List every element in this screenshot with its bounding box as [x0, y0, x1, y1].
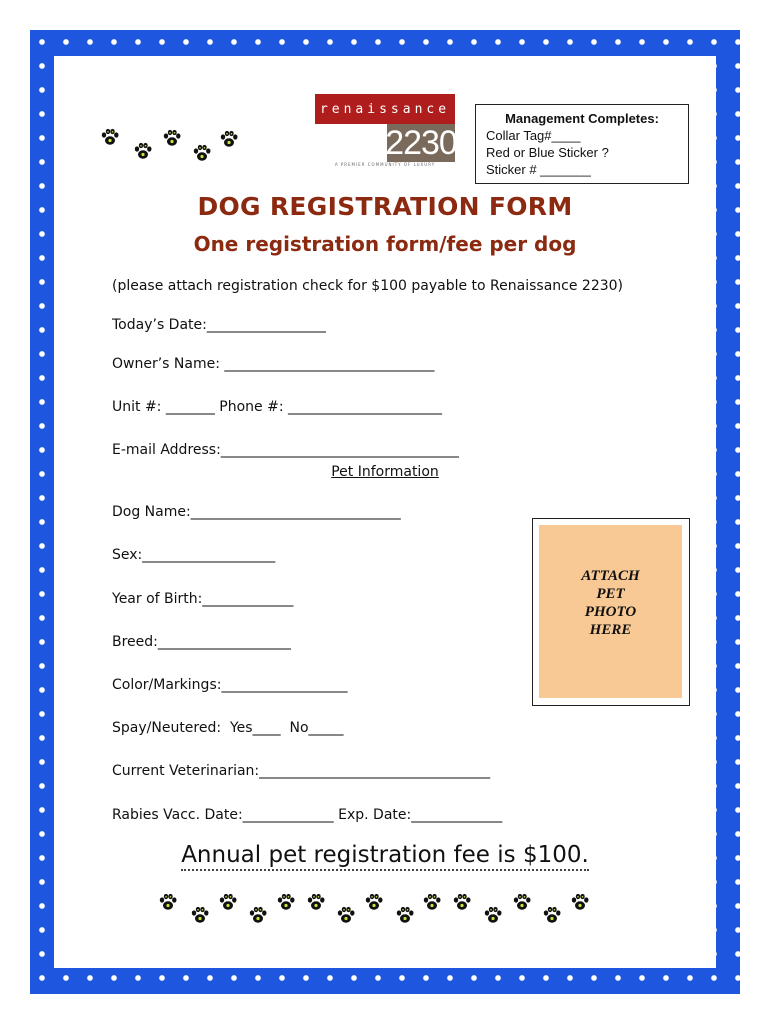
instructions: (please attach registration check for $100 payable to Renaissance 2230)	[112, 278, 624, 294]
pet-photo-area	[539, 525, 682, 698]
todays-date-field[interactable]: Today’s Date:_________________	[112, 317, 326, 333]
breed-field[interactable]: Breed:___________________	[112, 634, 291, 650]
paw-icon	[248, 905, 268, 925]
unit-phone-field[interactable]: Unit #: _______ Phone #: ______________________	[112, 399, 443, 415]
paw-icon	[219, 129, 239, 149]
renaissance-logo	[315, 94, 455, 170]
paw-icon	[218, 892, 238, 912]
paw-icon	[364, 892, 384, 912]
color-markings-field[interactable]: Color/Markings:__________________	[112, 677, 348, 693]
logo-wordmark: renaissance	[315, 94, 455, 124]
paw-icon	[158, 892, 178, 912]
management-title: Management Completes:	[505, 111, 659, 126]
pet-photo-box[interactable]	[532, 518, 690, 706]
paw-icon	[192, 143, 212, 163]
dog-name-field[interactable]: Dog Name:______________________________	[112, 504, 401, 520]
paw-icon	[133, 141, 153, 161]
paw-icon	[190, 905, 210, 925]
logo-tagline: A PREMIER COMMUNITY OF LUXURY	[334, 162, 436, 167]
fee-notice	[0, 842, 770, 868]
form-subtitle: One registration form/fee per dog	[193, 232, 577, 256]
paw-icon	[512, 892, 532, 912]
logo-number: 2230	[385, 123, 457, 162]
sticker-color-field: Red or Blue Sticker ?	[486, 145, 609, 160]
paw-icon	[542, 905, 562, 925]
management-box	[475, 104, 689, 184]
paw-icon	[100, 127, 120, 147]
paw-icon	[483, 905, 503, 925]
sex-field[interactable]: Sex:___________________	[112, 547, 276, 563]
email-field[interactable]: E-mail Address:__________________________________	[112, 442, 459, 458]
fee-text: Annual pet registration fee is $100.	[181, 842, 589, 871]
paw-icon	[452, 892, 472, 912]
collar-tag-field: Collar Tag#____	[486, 128, 581, 143]
sticker-number-field: Sticker # _______	[486, 162, 591, 177]
rabies-vacc-field[interactable]: Rabies Vacc. Date:_____________ Exp. Date:_____________	[112, 807, 503, 823]
paw-icon	[570, 892, 590, 912]
current-veterinarian-field[interactable]: Current Veterinarian:_________________________________	[112, 763, 491, 779]
paw-icon	[306, 892, 326, 912]
paw-icon	[422, 892, 442, 912]
spay-neutered-field[interactable]: Spay/Neutered: Yes____ No_____	[112, 720, 344, 736]
owners-name-field[interactable]: Owner’s Name: ______________________________	[112, 356, 435, 372]
form-title: DOG REGISTRATION FORM	[197, 192, 573, 221]
paw-icon	[395, 905, 415, 925]
paw-icon	[162, 128, 182, 148]
paw-icon	[276, 892, 296, 912]
photo-instructions: ATTACH PET PHOTO HERE	[581, 568, 640, 638]
paw-icon	[336, 905, 356, 925]
year-of-birth-field[interactable]: Year of Birth:_____________	[112, 591, 294, 607]
pet-information-heading: Pet Information	[331, 464, 439, 480]
